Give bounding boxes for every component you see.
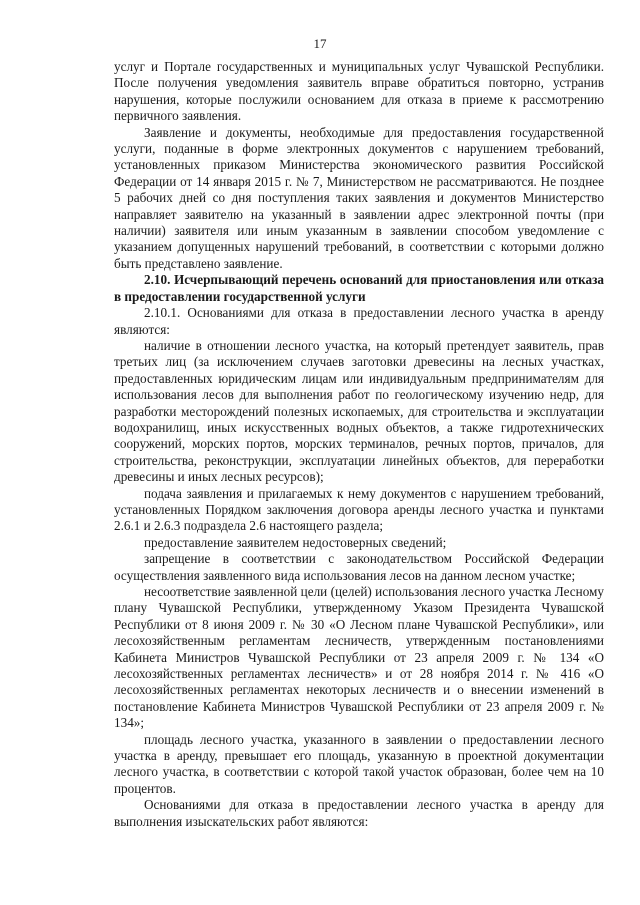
list-item-third-party-rights: наличие в отношении лесного участка, на который претендует заявитель, прав третьих лиц (за исключением случаев заготовки древесины на лесных участках, предоставленных юридическим лицам или индивидуальным предпринимателям для использования лесов для выполнения работ по геологическому изучению недр, для разработки месторождений полезных ископаемых, для строительства и эксплуатации водохранилищ, иных искусственных водных объектов, а также гидротехнических сооружений, морских портов, морских терминалов, речных портов, причалов, для строительства, реконструкции, эксплуатации линейных объектов, для переработки древесины и иных лесных ресурсов); bbox=[114, 337, 604, 485]
paragraph-survey-grounds: Основаниями для отказа в предоставлении лесного участка в аренду для выполнения изыскательских работ являются: bbox=[114, 797, 604, 829]
list-item-application-violations: подача заявления и прилагаемых к нему документов с нарушением требований, установленных Порядком заключения договора аренды лесного участка и пунктами 2.6.1 и 2.6.3 подраздела 2.6 настоящего раздела; bbox=[114, 485, 604, 534]
list-item-false-information: предоставление заявителем недостоверных сведений; bbox=[144, 534, 447, 550]
section-heading-2-10: 2.10. Исчерпывающий перечень оснований для приостановления или отказа в предоставлении государственной услуги bbox=[114, 272, 604, 304]
list-item-purpose-mismatch: несоответствие заявленной цели (целей) использования лесного участка Лесному плану Чувашской Республики, утвержденному Указом Президента Чувашской Республики от 8 июня 2009 г. № 30 «О Лесном плане Чувашской Республики», или лесохозяйственным регламентам лесничеств, утвержденным постановлениями Кабинета Министров Чувашской Республики от 23 апреля 2009 г. № 134 «О лесохозяйственных регламентах лесничеств» и от 28 ноября 2014 г. № 416 «О лесохозяйственных регламентах некоторых лесничеств и о внесении изменений в постановление Кабинета Министров Чувашской Республики от 23 апреля 2009 г. № 134»; bbox=[114, 584, 604, 731]
paragraph-2-10-1: 2.10.1. Основаниями для отказа в предоставлении лесного участка в аренду являются: bbox=[114, 305, 604, 337]
paragraph-continuation: услуг и Портале государственных и муниципальных услуг Чувашской Республики. После получения уведомления заявитель вправе обратиться повторно, устранив нарушения, которые послужили основанием для отказа в приеме к рассмотрению первичного заявления. bbox=[114, 59, 604, 124]
paragraph-electronic-documents: Заявление и документы, необходимые для предоставления государственной услуги, поданные в форме электронных документов с нарушением требований, установленных приказом Министерства экономического развития Российской Федерации от 14 января 2015 г. № 7, Министерством не рассматриваются. Не позднее 5 рабочих дней со дня поступления таких заявления и документов Министерство направляет заявителю на указанный в заявлении адрес электронной почты (при наличии) заявителя или иным указанным в заявлении способом уведомление с указанием допущенных нарушений требований, в соответствии с которыми должно быть представлено заявление. bbox=[114, 124, 604, 271]
list-item-prohibition: запрещение в соответствии с законодательством Российской Федерации осуществления заявленного вида использования лесов на данном лесном участке; bbox=[114, 551, 604, 583]
document-body bbox=[114, 59, 604, 830]
list-item-area-excess: площадь лесного участка, указанного в заявлении о предоставлении лесного участка в аренду, превышает его площадь, указанную в проектной документации лесного участка, в соответствии с которой такой участок образован, более чем на 10 процентов. bbox=[114, 731, 604, 796]
page-number: 17 bbox=[313, 36, 327, 51]
